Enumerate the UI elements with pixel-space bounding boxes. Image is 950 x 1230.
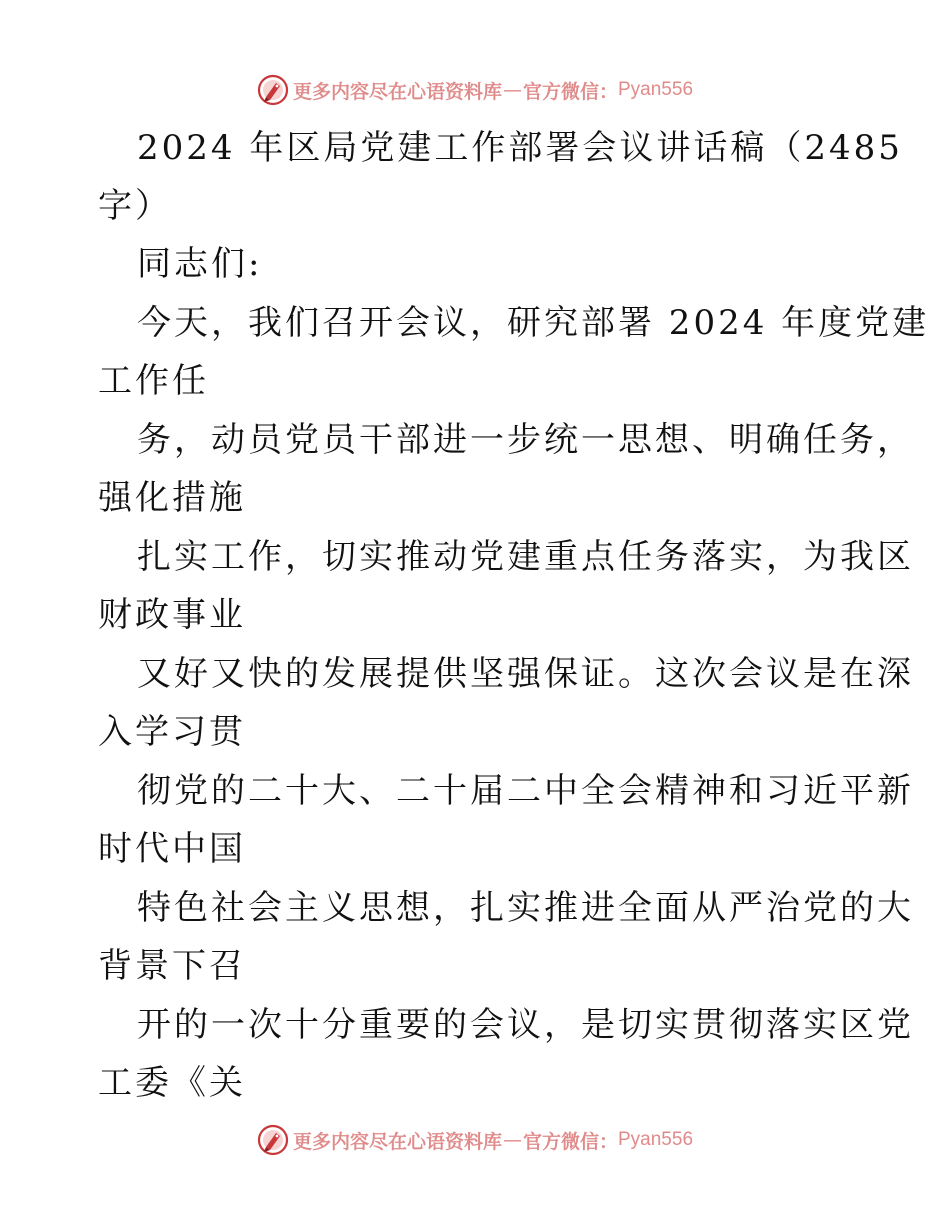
watermark-brand-text: 更多内容尽在心语资料库 [292, 80, 502, 103]
paragraph-line: 又好又快的发展提供坚强保证。这次会议是在深 [137, 654, 914, 694]
pen-nib-logo-icon [257, 1124, 289, 1156]
salutation: 同志们: [137, 244, 263, 284]
document-title-line-1: 2024 年区局党建工作部署会议讲话稿（2485 [137, 128, 903, 168]
watermark-separator: — [502, 79, 522, 101]
document-title-line-2: 字） [98, 186, 172, 226]
watermark-wechat-id: Pyan556 [618, 1129, 694, 1150]
paragraph-line: 工作任 [98, 361, 209, 401]
watermark-wechat-id: Pyan556 [618, 79, 694, 100]
pen-nib-logo-icon [257, 74, 289, 106]
paragraph-line: 财政事业 [98, 595, 246, 635]
watermark-wechat-label: 官方微信： [522, 1130, 618, 1153]
footer-watermark-banner [0, 1120, 950, 1160]
paragraph-line: 开的一次十分重要的会议，是切实贯彻落实区党 [137, 1005, 914, 1045]
paragraph-line: 背景下召 [98, 946, 246, 986]
paragraph-line: 彻党的二十大、二十届二中全会精神和习近平新 [137, 771, 914, 811]
header-watermark-banner [0, 70, 950, 110]
watermark-wechat-label: 官方微信： [522, 80, 618, 103]
paragraph-line: 扎实工作，切实推动党建重点任务落实，为我区 [137, 537, 914, 577]
paragraph-line: 特色社会主义思想，扎实推进全面从严治党的大 [137, 888, 914, 928]
paragraph-line: 强化措施 [98, 478, 246, 518]
watermark-separator: — [502, 1129, 522, 1151]
paragraph-line: 今天，我们召开会议，研究部署 2024 年度党建 [137, 303, 930, 343]
paragraph-line: 务，动员党员干部进一步统一思想、明确任务， [137, 420, 914, 460]
paragraph-line: 时代中国 [98, 829, 246, 869]
paragraph-line: 工委《关 [98, 1063, 246, 1103]
paragraph-line: 入学习贯 [98, 712, 246, 752]
watermark-brand-text: 更多内容尽在心语资料库 [292, 1130, 502, 1153]
